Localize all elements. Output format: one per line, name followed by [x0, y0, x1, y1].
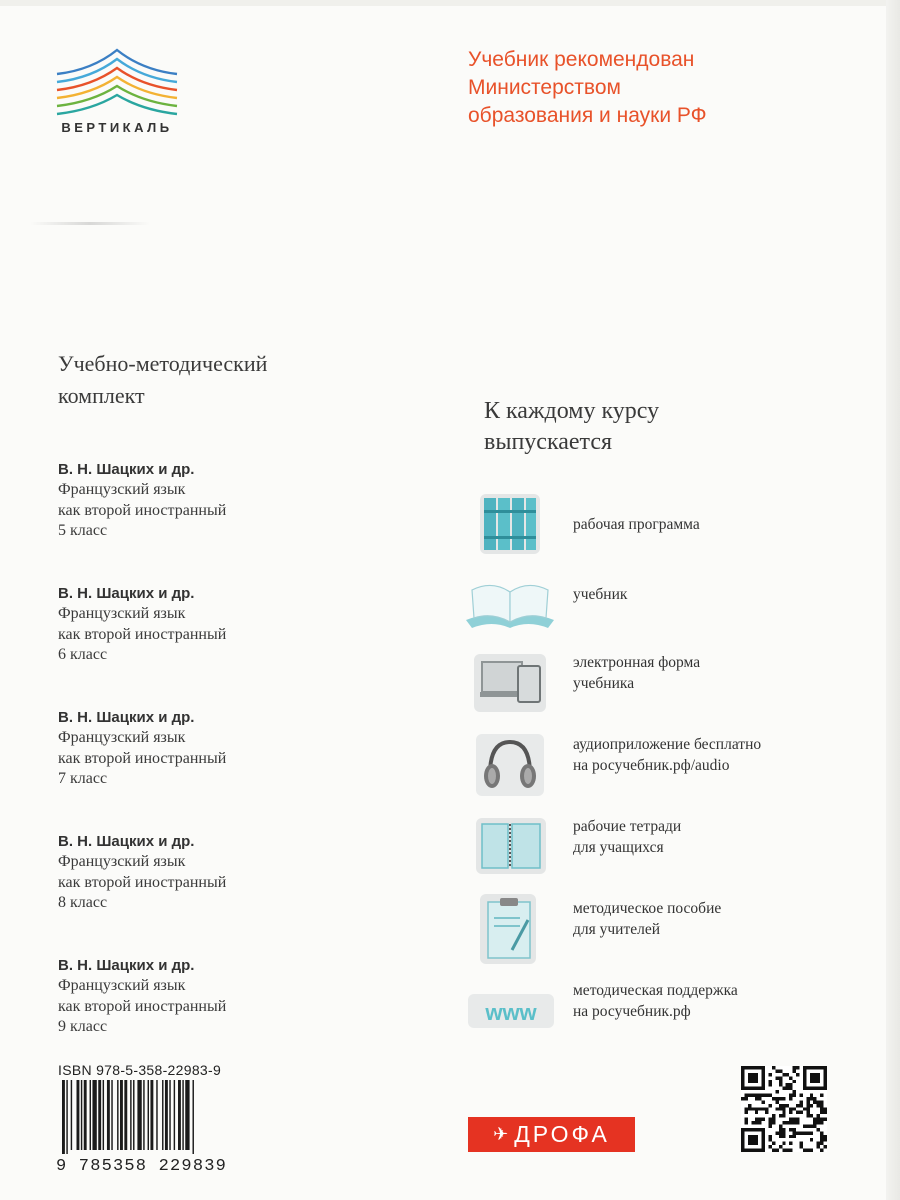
qr-module [782, 1073, 785, 1076]
book-subject: Французский язык [58, 481, 186, 498]
book-entry [58, 460, 358, 584]
qr-module [782, 1111, 785, 1114]
course-item-label [573, 816, 681, 858]
qr-module [779, 1069, 782, 1072]
book-list [58, 460, 358, 1080]
qr-module [817, 1114, 820, 1117]
clipboard-icon [462, 894, 558, 964]
book-grade: 8 класс [58, 894, 108, 911]
course-item-line: методическая поддержка [573, 982, 738, 999]
qr-module [769, 1121, 772, 1124]
recommendation-line: образования и науки РФ [468, 104, 707, 127]
qr-module [786, 1104, 789, 1107]
qr-module [824, 1118, 827, 1121]
qr-module [775, 1090, 778, 1093]
qr-module [789, 1135, 792, 1138]
vertikal-logo [52, 46, 182, 135]
qr-module [810, 1114, 813, 1117]
barcode-bar [84, 1080, 87, 1150]
qr-module [782, 1142, 785, 1145]
qr-module [793, 1118, 796, 1121]
course-item-line: на росучебник.рф/audio [573, 757, 730, 774]
barcode-bar [98, 1080, 101, 1150]
barcode-bar [117, 1080, 118, 1150]
qr-module [786, 1083, 789, 1086]
qr-module [824, 1145, 827, 1148]
barcode-bar [77, 1080, 80, 1150]
book-subtitle: как второй иностранный [58, 625, 227, 643]
qr-module [769, 1104, 772, 1107]
course-heading [484, 396, 804, 458]
qr-module [796, 1121, 799, 1124]
qr-module [775, 1076, 778, 1079]
qr-module [793, 1107, 796, 1110]
qr-module [824, 1107, 827, 1110]
qr-module [779, 1076, 782, 1079]
barcode-bar [66, 1080, 67, 1154]
book-entry [58, 708, 358, 832]
qr-module [806, 1131, 809, 1134]
qr-module [769, 1073, 772, 1076]
qr-module [820, 1138, 823, 1141]
qr-module [772, 1118, 775, 1121]
qr-module [744, 1118, 747, 1121]
book-subject: Французский язык [58, 853, 186, 870]
qr-module [824, 1138, 827, 1141]
qr-module [751, 1107, 754, 1110]
qr-module [779, 1083, 782, 1086]
qr-module [789, 1094, 792, 1097]
course-item-e-textbook [462, 648, 862, 718]
qr-module [803, 1131, 806, 1134]
qr-module [806, 1111, 809, 1114]
qr-module [817, 1142, 820, 1145]
qr-module [820, 1142, 823, 1145]
barcode-bar [124, 1080, 127, 1150]
qr-module [762, 1107, 765, 1110]
qr-module [779, 1128, 782, 1131]
qr-module [748, 1135, 758, 1145]
qr-module [817, 1128, 820, 1131]
barcode-bar [137, 1080, 141, 1150]
course-item-teacher-manual [462, 894, 862, 964]
qr-module [810, 1124, 813, 1127]
qr-module [806, 1107, 809, 1110]
qr-module [817, 1121, 820, 1124]
publisher-logo [468, 1117, 635, 1152]
qr-module [796, 1066, 799, 1069]
qr-module [796, 1111, 799, 1114]
qr-module [748, 1073, 758, 1083]
qr-module [758, 1107, 761, 1110]
qr-module [772, 1121, 775, 1124]
qr-module [762, 1100, 765, 1103]
barcode-bar [185, 1080, 189, 1150]
kit-title-line: Учебно-методический [58, 351, 268, 376]
qr-module [789, 1111, 792, 1114]
qr-module [779, 1104, 782, 1107]
book-author: В. Н. Шацких и др. [58, 957, 195, 974]
qr-module [810, 1138, 813, 1141]
book-subtitle: как второй иностранный [58, 997, 227, 1015]
course-heading-line: выпускается [484, 429, 613, 455]
book-subtitle: как второй иностранный [58, 501, 227, 519]
qr-module [782, 1087, 785, 1090]
qr-module [810, 1097, 813, 1100]
course-item-line: учебника [573, 675, 635, 692]
qr-module [779, 1145, 782, 1148]
book-subtitle: как второй иностранный [58, 873, 227, 891]
qr-module [820, 1111, 823, 1114]
book-grade: 5 класс [58, 522, 108, 539]
course-item-audio [462, 730, 862, 800]
qr-module [758, 1094, 761, 1097]
qr-module [813, 1118, 816, 1121]
qr-module [775, 1097, 778, 1100]
barcode [60, 1080, 250, 1154]
qr-module [779, 1114, 782, 1117]
qr-module [769, 1138, 772, 1141]
kit-title [58, 348, 358, 412]
course-item-label [573, 652, 700, 694]
barcode-bar [103, 1080, 104, 1150]
qr-module [779, 1131, 782, 1134]
barcode-bar [81, 1080, 82, 1150]
qr-module [744, 1097, 747, 1100]
qr-module [817, 1145, 820, 1148]
page-top-edge [0, 0, 900, 6]
course-item-line: электронная форма [573, 654, 701, 671]
qr-module [824, 1135, 827, 1138]
barcode-bar [150, 1080, 153, 1150]
qr-module [810, 1131, 813, 1134]
barcode-digits: 9 785358 229839 [56, 1157, 228, 1176]
book-subject: Французский язык [58, 605, 186, 622]
qr-module [758, 1118, 761, 1121]
qr-module [820, 1104, 823, 1107]
qr-module [779, 1135, 782, 1138]
qr-module [755, 1097, 758, 1100]
barcode-bar [130, 1080, 131, 1150]
qr-module [775, 1069, 778, 1072]
qr-module [806, 1149, 809, 1152]
qr-module [782, 1131, 785, 1134]
qr-module [803, 1124, 806, 1127]
barcode-bar [92, 1080, 96, 1150]
qr-module [813, 1097, 816, 1100]
qr-module [799, 1142, 802, 1145]
publisher-bird-icon: ✈ [493, 1124, 509, 1144]
qr-module [762, 1118, 765, 1121]
book-subject: Французский язык [58, 729, 186, 746]
qr-module [789, 1083, 792, 1086]
course-item-line: методическое пособие [573, 900, 722, 917]
book-grade: 7 класс [58, 770, 108, 787]
book-author: В. Н. Шацких и др. [58, 585, 195, 602]
qr-module [782, 1097, 785, 1100]
qr-module [772, 1114, 775, 1117]
qr-module [775, 1100, 778, 1103]
qr-module [789, 1118, 792, 1121]
qr-module [820, 1121, 823, 1124]
qr-module [775, 1149, 778, 1152]
qr-module [748, 1107, 751, 1110]
book-entry [58, 584, 358, 708]
devices-icon [462, 648, 558, 718]
qr-module [769, 1080, 772, 1083]
qr-module [803, 1107, 806, 1110]
book-grade: 9 класс [58, 1018, 108, 1035]
course-item-label [573, 584, 627, 605]
qr-module [824, 1111, 827, 1114]
qr-module [793, 1090, 796, 1093]
notebook-icon [462, 812, 558, 882]
course-item-textbook [462, 570, 862, 640]
qr-module [820, 1149, 823, 1152]
course-heading-line: К каждому курсу [484, 398, 660, 424]
ministry-recommendation [468, 46, 788, 130]
qr-module [799, 1145, 802, 1148]
qr-module [772, 1142, 775, 1145]
qr-module [793, 1128, 796, 1131]
qr-module [810, 1149, 813, 1152]
qr-module [769, 1145, 772, 1148]
qr-module [762, 1094, 765, 1097]
book-author: В. Н. Шацких и др. [58, 709, 195, 726]
binders-icon [462, 490, 558, 560]
qr-module [786, 1073, 789, 1076]
qr-module [751, 1094, 754, 1097]
qr-module [765, 1107, 768, 1110]
qr-module [789, 1121, 792, 1124]
qr-module [799, 1104, 802, 1107]
headphones-icon [462, 730, 558, 800]
qr-module [744, 1094, 747, 1097]
www-icon [462, 980, 558, 1050]
qr-module [789, 1142, 792, 1145]
qr-module [789, 1128, 792, 1131]
barcode-bar [71, 1080, 72, 1150]
qr-module [793, 1131, 796, 1134]
qr-module [820, 1107, 823, 1110]
course-item-line: рабочая программа [573, 516, 700, 533]
barcode-bar [165, 1080, 168, 1150]
qr-module [755, 1094, 758, 1097]
page-right-edge [886, 0, 900, 1200]
qr-module [793, 1066, 796, 1069]
book-subtitle: как второй иностранный [58, 749, 227, 767]
qr-module [796, 1104, 799, 1107]
qr-module [769, 1118, 772, 1121]
barcode-bar [62, 1080, 65, 1154]
rainbow-arches-icon [52, 46, 182, 116]
qr-module [810, 1094, 813, 1097]
qr-module [775, 1107, 778, 1110]
qr-module [769, 1135, 772, 1138]
qr-module [782, 1107, 785, 1110]
qr-module [755, 1107, 758, 1110]
qr-module [769, 1124, 772, 1127]
course-item-line: аудиоприложение бесплатно [573, 736, 762, 753]
qr-module [810, 1104, 813, 1107]
qr-module [786, 1121, 789, 1124]
qr-module [744, 1121, 747, 1124]
qr-module [744, 1111, 747, 1114]
qr-module [782, 1128, 785, 1131]
qr-module [782, 1149, 785, 1152]
barcode-bar [182, 1080, 183, 1150]
qr-module [796, 1118, 799, 1121]
qr-module [782, 1104, 785, 1107]
qr-module [779, 1124, 782, 1127]
qr-module [775, 1131, 778, 1134]
qr-module [789, 1087, 792, 1090]
qr-module [806, 1114, 809, 1117]
qr-module [769, 1083, 772, 1086]
isbn-label: ISBN 978-5-358-22983-9 [58, 1062, 222, 1078]
qr-module [758, 1097, 761, 1100]
qr-module [744, 1107, 747, 1110]
barcode-bar [174, 1080, 175, 1150]
course-item-label [573, 514, 700, 535]
qr-module [793, 1080, 796, 1083]
qr-module [769, 1094, 772, 1097]
qr-module [820, 1094, 823, 1097]
barcode-bar [90, 1080, 91, 1150]
barcode-bar [193, 1080, 194, 1154]
qr-module [779, 1107, 782, 1110]
logo-text: ВЕРТИКАЛЬ [61, 120, 173, 135]
book-author: В. Н. Шацких и др. [58, 833, 195, 850]
book-grade: 6 класс [58, 646, 108, 663]
barcode-bar [120, 1080, 123, 1150]
qr-module [820, 1118, 823, 1121]
course-item-label [573, 898, 721, 940]
qr-module [782, 1135, 785, 1138]
qr-module [793, 1135, 796, 1138]
qr-module [779, 1097, 782, 1100]
book-entry [58, 832, 358, 956]
qr-module [817, 1100, 820, 1103]
qr-module [782, 1121, 785, 1124]
qr-module [799, 1094, 802, 1097]
kit-title-line: комплект [58, 383, 145, 408]
course-item-workbooks [462, 812, 862, 882]
qr-module [793, 1069, 796, 1072]
paper-scratch [30, 222, 150, 225]
qr-module [806, 1124, 809, 1127]
qr-module [799, 1111, 802, 1114]
barcode-bar [111, 1080, 112, 1150]
qr-module [789, 1149, 792, 1152]
qr-module [741, 1097, 744, 1100]
barcode-bar [107, 1080, 110, 1150]
course-item-line: учебник [573, 586, 628, 603]
recommendation-line: Министерством [468, 76, 621, 99]
barcode-bar [156, 1080, 157, 1150]
qr-module [789, 1107, 792, 1110]
qr-module [772, 1149, 775, 1152]
course-item-work-program [462, 490, 862, 560]
qr-module [806, 1104, 809, 1107]
qr-module [793, 1094, 796, 1097]
qr-module [755, 1121, 758, 1124]
qr-module [789, 1076, 792, 1079]
qr-module [789, 1097, 792, 1100]
qr-module [820, 1131, 823, 1134]
course-item-line: на росучебник.рф [573, 1003, 691, 1020]
barcode-bar [148, 1080, 149, 1150]
qr-module [813, 1121, 816, 1124]
course-item-label [573, 734, 761, 776]
qr-module [813, 1124, 816, 1127]
qr-module [758, 1121, 761, 1124]
course-item-line: рабочие тетради [573, 818, 682, 835]
qr-module [748, 1104, 751, 1107]
qr-module [782, 1114, 785, 1117]
book-author: В. Н. Шацких и др. [58, 461, 195, 478]
barcode-bar [143, 1080, 144, 1150]
qr-module [765, 1094, 768, 1097]
qr-module [806, 1100, 809, 1103]
qr-module [817, 1104, 820, 1107]
publisher-name: ДРОФА [514, 1121, 610, 1147]
qr-module [755, 1111, 758, 1114]
qr-module [793, 1121, 796, 1124]
qr-module [810, 1073, 820, 1083]
qr-module [755, 1118, 758, 1121]
qr-module [772, 1097, 775, 1100]
qr-module [796, 1073, 799, 1076]
course-item-line: для учителей [573, 921, 661, 938]
qr-module [786, 1087, 789, 1090]
book-subject: Французский язык [58, 977, 186, 994]
qr-module [820, 1135, 823, 1138]
qr-module [799, 1100, 802, 1103]
open-book-icon [462, 570, 558, 640]
qr-module [817, 1118, 820, 1121]
qr-module [796, 1131, 799, 1134]
qr-module [813, 1100, 816, 1103]
qr-code [741, 1066, 827, 1152]
course-item-label [573, 980, 738, 1022]
qr-module [786, 1149, 789, 1152]
qr-module [765, 1111, 768, 1114]
qr-module [751, 1121, 754, 1124]
www-icon-text: www [485, 1000, 537, 1025]
barcode-bar [162, 1080, 163, 1150]
qr-module [806, 1097, 809, 1100]
course-item-online-support [462, 980, 862, 1050]
recommendation-line: Учебник рекомендован [468, 48, 695, 71]
qr-module [799, 1131, 802, 1134]
barcode-bar [178, 1080, 181, 1150]
course-item-line: для учащихся [573, 839, 664, 856]
barcode-bar [169, 1080, 170, 1150]
barcode-bar [133, 1080, 134, 1150]
qr-module [748, 1094, 751, 1097]
qr-module [772, 1066, 775, 1069]
qr-module [803, 1149, 806, 1152]
qr-module [779, 1080, 782, 1083]
qr-module [820, 1100, 823, 1103]
